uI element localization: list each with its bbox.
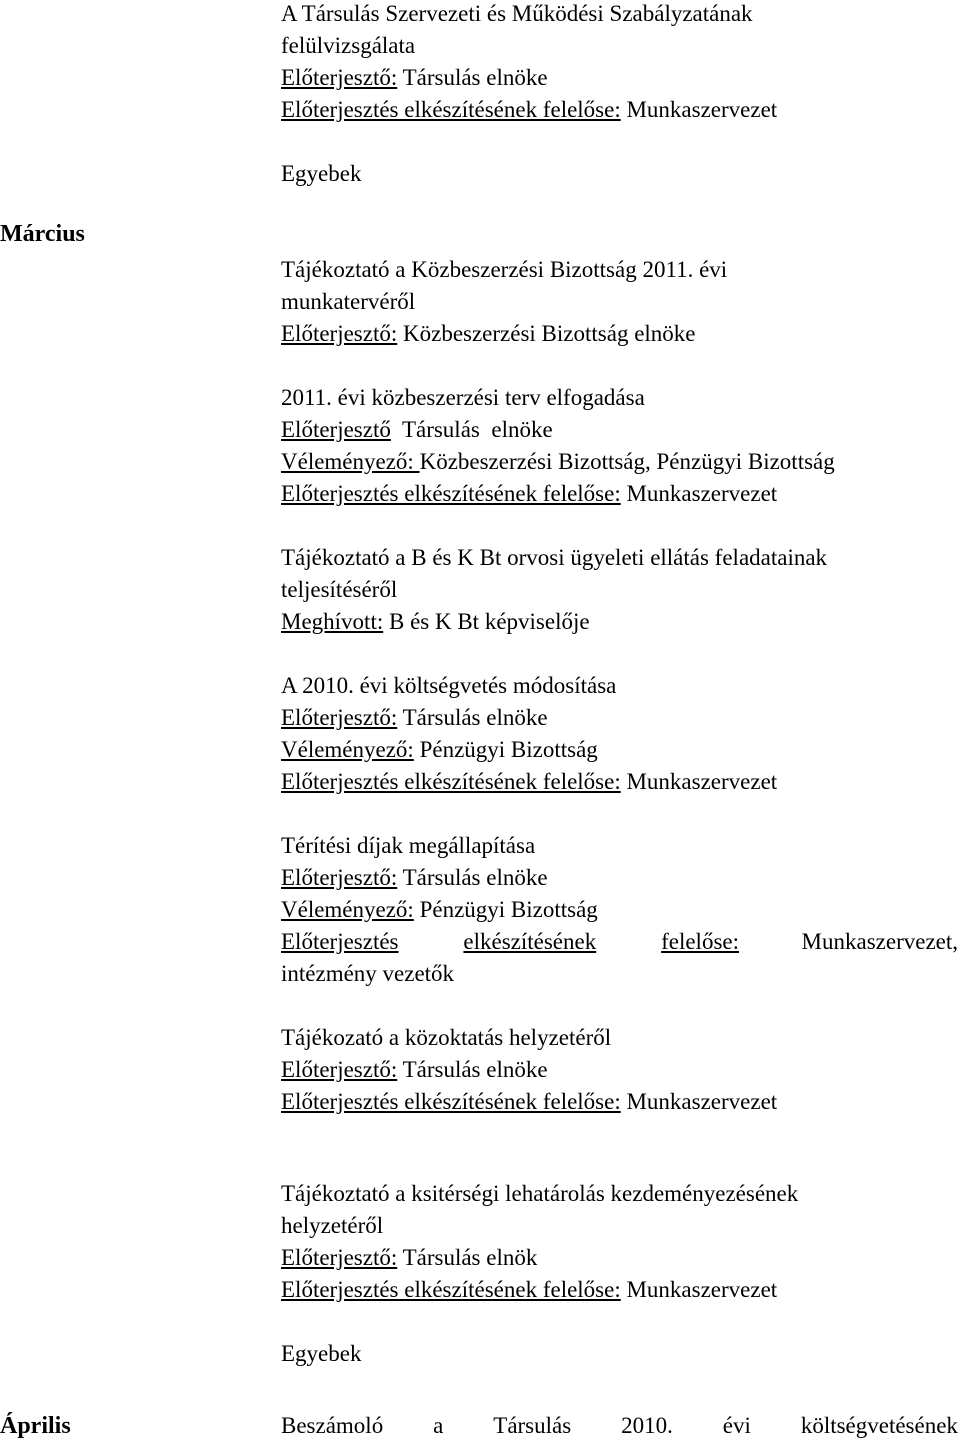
row-label: Előterjesztő:	[281, 321, 398, 346]
item-detail-row	[281, 318, 958, 350]
agenda-item	[281, 670, 958, 798]
row-label: Előterjesztő:	[281, 1245, 398, 1270]
row-value: Munkaszervezet	[620, 769, 778, 794]
item-title-line: 2011. évi közbeszerzési terv elfogadása	[281, 385, 645, 410]
row-label: Előterjesztő	[281, 417, 391, 442]
item-title-line: Tájékoztató a B és K Bt orvosi ügyeleti ellátás feladatainak	[281, 545, 828, 570]
item-detail-row	[281, 446, 958, 478]
row-label-word: Előterjesztés	[281, 929, 399, 954]
item-title-line: Tájékoztató a ksitérségi lehatárolás kezdeményezésének	[281, 1181, 799, 1206]
row-value: Munkaszervezet	[620, 1089, 778, 1114]
row-value: Munkaszervezet	[620, 1277, 778, 1302]
item-title-line	[281, 1410, 958, 1442]
justified-label-group	[281, 926, 739, 958]
item-detail-row	[281, 1274, 958, 1306]
agenda-column	[281, 0, 958, 1370]
row-value: Társulás elnöke	[390, 417, 553, 442]
item-detail-row	[281, 606, 958, 638]
row-value: Munkaszervezet	[620, 97, 778, 122]
row-value: Közbeszerzési Bizottság, Pénzügyi Bizottság	[419, 449, 835, 474]
row-value: Közbeszerzési Bizottság elnöke	[397, 321, 696, 346]
month-label-aprilis: Április	[0, 1413, 71, 1439]
row-label: Előterjesztés elkészítésének felelőse:	[281, 1277, 621, 1302]
item-detail-row	[281, 894, 958, 926]
row-label: Előterjesztő:	[281, 1057, 398, 1082]
row-label: Előterjesztés elkészítésének felelőse:	[281, 481, 621, 506]
row-label: Meghívott:	[281, 609, 384, 634]
word: költségvetésének	[800, 1413, 958, 1438]
row-value: Pénzügyi Bizottság	[413, 897, 598, 922]
item-detail-row	[281, 1242, 958, 1274]
agenda-item	[281, 830, 958, 990]
item-title-line: helyzetéről	[281, 1213, 384, 1238]
item-detail-row	[281, 62, 958, 94]
row-label: Előterjesztés elkészítésének felelőse:	[281, 769, 621, 794]
row-value: Társulás elnök	[397, 1245, 538, 1270]
item-title-line: A 2010. évi költségvetés módosítása	[281, 673, 617, 698]
row-label: Előterjesztő:	[281, 705, 398, 730]
row-label: Véleményező:	[281, 737, 414, 762]
item-detail-row	[281, 926, 958, 958]
word: a	[433, 1413, 444, 1438]
row-label: Előterjesztés elkészítésének felelőse:	[281, 97, 621, 122]
item-title-line: Egyebek	[281, 1341, 362, 1366]
item-title-line: teljesítéséről	[281, 577, 398, 602]
word: Társulás	[493, 1413, 572, 1438]
row-label: Előterjesztő:	[281, 65, 398, 90]
row-value: Munkaszervezet,	[801, 929, 958, 954]
item-detail-row-tail: intézmény vezetők	[281, 961, 455, 986]
row-label: Véleményező:	[281, 897, 414, 922]
row-label: Véleményező:	[281, 449, 420, 474]
item-title-line: A Társulás Szervezeti és Működési Szabályzatának	[281, 1, 753, 26]
agenda-item	[281, 1338, 958, 1370]
agenda-item	[281, 158, 958, 190]
agenda-item	[281, 1022, 958, 1118]
word: 2010.	[621, 1413, 673, 1438]
item-title-line: Egyebek	[281, 161, 362, 186]
item-detail-row	[281, 414, 958, 446]
row-label: Előterjesztő:	[281, 865, 398, 890]
row-value: Társulás elnöke	[397, 705, 548, 730]
agenda-item	[281, 1178, 958, 1306]
agenda-item-aprilis	[281, 1410, 958, 1442]
row-value: Munkaszervezet	[620, 481, 778, 506]
item-detail-row	[281, 862, 958, 894]
item-detail-row	[281, 766, 958, 798]
item-title-line: Tájékoztató a Közbeszerzési Bizottság 2011. évi	[281, 257, 728, 282]
row-value: B és K Bt képviselője	[383, 609, 590, 634]
item-detail-row	[281, 1054, 958, 1086]
row-value: Pénzügyi Bizottság	[413, 737, 598, 762]
item-title-line: Tájékozató a közoktatás helyzetéről	[281, 1025, 612, 1050]
row-label-word: elkészítésének	[463, 929, 597, 954]
item-detail-row	[281, 94, 958, 126]
row-label: Előterjesztés elkészítésének felelőse:	[281, 1089, 621, 1114]
item-detail-row	[281, 1086, 958, 1118]
item-title-line: munkatervéről	[281, 289, 416, 314]
item-title-line: felülvizsgálata	[281, 33, 416, 58]
row-value: Társulás elnöke	[397, 1057, 548, 1082]
agenda-item	[281, 0, 958, 126]
agenda-item	[281, 382, 958, 510]
word: Beszámoló	[281, 1413, 384, 1438]
item-detail-row	[281, 702, 958, 734]
word: évi	[722, 1413, 751, 1438]
month-label-marcius: Március	[0, 221, 85, 247]
agenda-item	[281, 254, 958, 350]
row-value: Társulás elnöke	[397, 865, 548, 890]
item-title-line: Térítési díjak megállapítása	[281, 833, 536, 858]
agenda-item	[281, 542, 958, 638]
row-value: Társulás elnöke	[397, 65, 548, 90]
item-detail-row	[281, 478, 958, 510]
row-label-word: felelőse:	[661, 929, 739, 954]
item-detail-row	[281, 734, 958, 766]
